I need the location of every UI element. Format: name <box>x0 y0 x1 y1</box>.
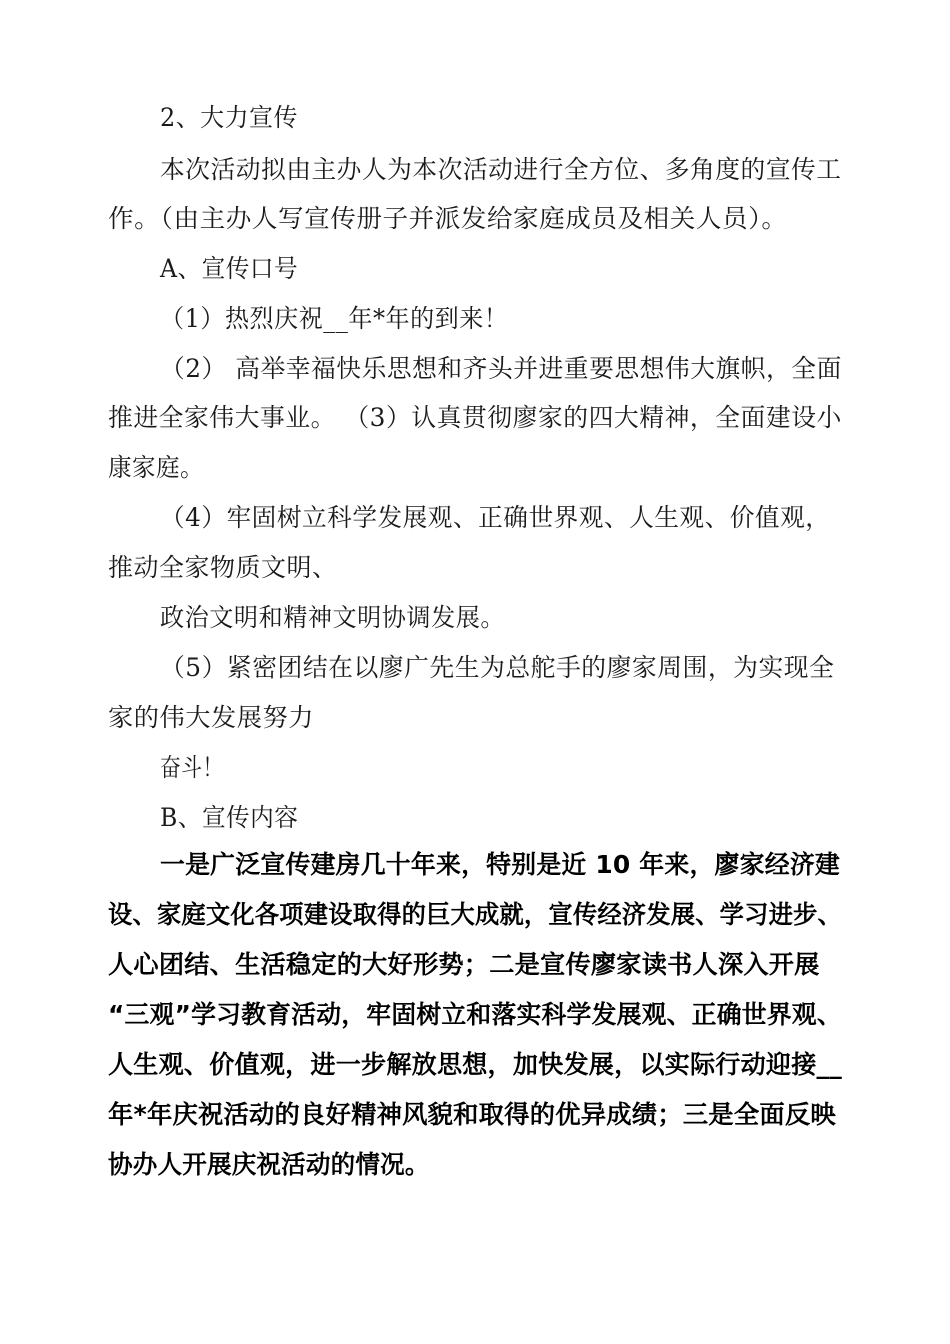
slogan-5-line-1: （5）紧密团结在以廖广先生为总舵手的廖家周围，为实现全 <box>160 653 835 682</box>
content-line-4: “三观”学习教育活动，牢固树立和落实科学发展观、正确世界观、 <box>108 1000 842 1029</box>
slogan-2-line-2: 推进全家伟大事业。 （3）认真贯彻廖家的四大精神，全面建设小 <box>108 403 842 432</box>
content-line-3: 人心团结、生活稳定的大好形势；二是宣传廖家读书人深入开展 <box>108 950 820 979</box>
slogan-2-line-3: 康家庭。 <box>108 453 205 482</box>
slogan-1: （1）热烈庆祝__年*年的到来！ <box>160 304 509 333</box>
slogan-5-line-2: 家的伟大发展努力 <box>108 703 315 732</box>
slogan-5-line-3: 奋斗！ <box>160 753 224 782</box>
subsection-b-title: B、宣传内容 <box>160 803 299 832</box>
content-line-1: 一是广泛宣传建房几十年来，特别是近 10 年来，廖家经济建 <box>160 850 840 879</box>
intro-line-1: 本次活动拟由主办人为本次活动进行全方位、多角度的宣传工 <box>160 155 842 184</box>
slogan-4-line-3: 政治文明和精神文明协调发展。 <box>160 603 506 632</box>
intro-line-2: 作。（由主办人写宣传册子并派发给家庭成员及相关人员）。 <box>108 204 788 233</box>
subsection-a-title: A、宣传口号 <box>160 254 299 283</box>
slogan-4-line-2: 推动全家物质文明、 <box>108 553 338 582</box>
content-line-6: 年*年庆祝活动的良好精神风貌和取得的优异成绩；三是全面反映 <box>108 1100 836 1129</box>
section-title: 2、大力宣传 <box>160 103 298 132</box>
slogan-2-line-1: （2） 高举幸福快乐思想和齐头并进重要思想伟大旗帜，全面 <box>160 354 842 383</box>
content-line-7: 协办人开展庆祝活动的情况。 <box>108 1150 430 1179</box>
content-line-5: 人生观、价值观，进一步解放思想，加快发展，以实际行动迎接__ <box>108 1050 843 1079</box>
content-line-2: 设、家庭文化各项建设取得的巨大成就，宣传经济发展、学习进步、 <box>108 900 843 929</box>
slogan-4-line-1: （4）牢固树立科学发展观、正确世界观、人生观、价值观， <box>160 503 831 532</box>
